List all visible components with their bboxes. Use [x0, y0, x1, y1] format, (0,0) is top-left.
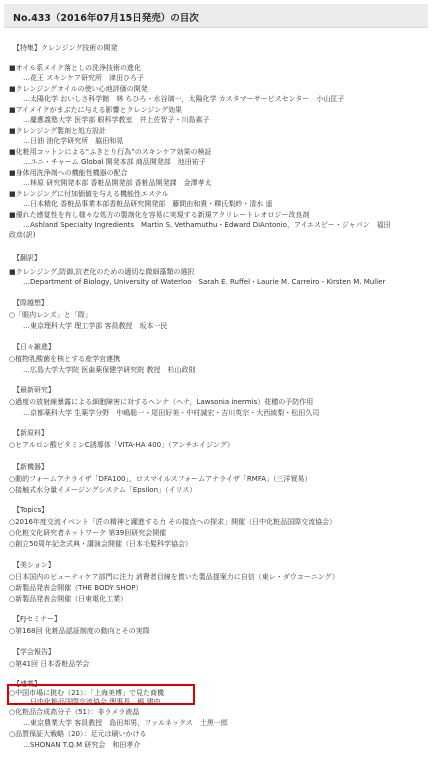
toc-line: …Department of Biology, University of Waterloo Sarah E. Ruffel・Laurie M. Carreiro・Kirsten M. Muller — [23, 278, 386, 286]
toc-line: ○新製品発表会開催（THE BODY SHOP） — [9, 584, 143, 592]
toc-line: ■化粧用コットンによる“ふきとり行為”のスキンケア効果の検証 — [9, 148, 212, 156]
toc-line: ○ヒアルロン酸ビタミンC誘導体「VITA-HA 400」（アンチエイジング） — [9, 441, 234, 449]
toc-line: 【学会報告】 — [13, 648, 55, 656]
toc-line: 【美ション】 — [13, 561, 55, 569]
toc-line: ○動的フォームアナライザ「DFA100」，ロスマイルスフォームアナライザ「RMFA」（三洋貿易） — [9, 475, 312, 483]
toc-line: ○新製品発表会開催（日東電化工業） — [9, 595, 128, 603]
toc-line: ○化粧品合成高分子（51）：非ラメラ液晶 — [9, 708, 140, 716]
toc-line: ■クレンジングオイルの使い心地評価の開発 — [9, 85, 148, 93]
toc-line: 【Topics】 — [13, 506, 49, 514]
toc-line: …太陽化学 おいしさ科学館 林 ちひろ・水谷璃一，太陽化学 カスタマーサービスセンター 小山匡子 — [23, 95, 345, 103]
toc-line: 【最新研究】 — [13, 386, 55, 394]
issue-title: No.433（2016年07月15日発売）の目次 — [4, 4, 428, 28]
toc-line: ○過度の放射線暴露による細胞障害に対するヘンナ（ヘナ，Lawsonia inermis）花穂の予防作用 — [9, 398, 314, 406]
toc-line: ○第168回 化粧品認証制度の動向とその実際 — [9, 627, 150, 635]
toc-line: …日中化粧品国際交流協会 理事長 楊 建中 — [23, 698, 161, 706]
toc-line: ○接触式水分量イメージングシステム「Epsilon」（イリス） — [9, 486, 197, 494]
toc-line: ○2016年度交流イベント「匠の精神と躍進する力 その接点への探求」開催（日中化粧品国際交流協会） — [9, 518, 337, 526]
toc-line: ■優れた感覚性を有し様々な処方の製剤化を容易に実現する新規アクリレートレオロジー改良剤 — [9, 211, 310, 219]
toc-line: …広島大学大学院 医歯薬保健学研究院 教授 杉山政則 — [23, 366, 196, 374]
toc-line: 【日々雑進】 — [13, 343, 55, 351]
highlight-box — [7, 684, 195, 705]
toc-line: 【連載】 — [13, 680, 41, 688]
toc-line: ○日本国内のビューティケア部門に注力 消費者目線を貫いた製品提案力に自信（東レ・ダウコーニング） — [9, 573, 339, 581]
toc-line: 政彦(訳) — [9, 231, 36, 239]
toc-line: ■アイメイクがまぶたに与える影響とクレンジング効果 — [9, 106, 182, 114]
toc-line: …SHONAN T.Q.M 研究会 和田孝介 — [23, 741, 141, 749]
toc-line: ■オイル系メイク落としの洗浄技術の進化 — [9, 64, 141, 72]
toc-line: ○植物乳酸菌を核とする産学官連携 — [9, 355, 121, 363]
toc-line: 【際越想】 — [13, 299, 48, 307]
toc-line: …東京理科大学 理工学部 客員教授 坂本一民 — [23, 322, 168, 330]
toc-line: ■身体用洗浄剤への機能性機器の配合 — [9, 169, 128, 177]
toc-line: 【翻訳】 — [13, 254, 41, 262]
toc-line: …日本精化 香粧品事業本部香粧品研究開発部 藤間由和貴・釋氏梨紗・清水 遥 — [23, 200, 273, 208]
toc-line: 【FJセミナー】 — [13, 615, 62, 623]
toc-line: ■クレンジング,防御,抗老化のための適切な微細藻類の選択 — [9, 268, 195, 276]
toc-line: …林原 研究開発本部 香粧品開発部 香粧品開発課 金澤孝太 — [23, 179, 212, 187]
toc-line: …京都薬科大学 生薬学分野 中嶋聡一・尾田好美・中村誠宏・吉川英宗・大西綾梨・松田久司 — [23, 409, 320, 417]
toc-line: 【新原料】 — [13, 429, 48, 437]
toc-line: …慶應義塾大学 医学部 眼科学教室 井上佐智子・川島素子 — [23, 116, 210, 124]
toc-line: …東京農業大学 客員教授 島田邦男，ファルネックス 土黒一郎 — [23, 719, 228, 727]
toc-line: ○化粧文化研究者ネットワーク 第39回研究会開催 — [9, 529, 167, 537]
toc-line: ○「眼内レンズ」と「際」 — [9, 311, 92, 319]
toc-line: ■クレンジングに付加価値を与える機能性エステル — [9, 190, 169, 198]
toc-line: …Ashland Specialty Ingredients Martin S. Vethamuthu・Edward DiAntonio，アイエスピー・ジャパン 福田 — [23, 221, 391, 229]
toc-line: …ユニ・チャーム Global 開発本部 商品開発部 池田祐子 — [23, 158, 206, 166]
toc-line: ○創立50周年記念式典・講演会開催（日本毛髪科学協会） — [9, 540, 193, 548]
toc-line: 【新機器】 — [13, 463, 48, 471]
toc-line: 【特集】クレンジング技術の開発 — [13, 44, 118, 52]
toc-line: ○品質保証大戦略（20）：足元は刷いかける — [9, 730, 147, 738]
toc-line: …日油 油化学研究所 脇田和晃 — [23, 137, 124, 145]
toc-line: ○中国市場に挑む（21）：「上海美博」で見た商機 — [9, 689, 165, 697]
toc-line: ■クレンジング製剤と処方設計 — [9, 127, 106, 135]
toc-line: …花王 スキンケア研究所 津田ひろ子 — [23, 74, 145, 82]
toc-line: ○第41回 日本香粧品学会 — [9, 660, 90, 668]
